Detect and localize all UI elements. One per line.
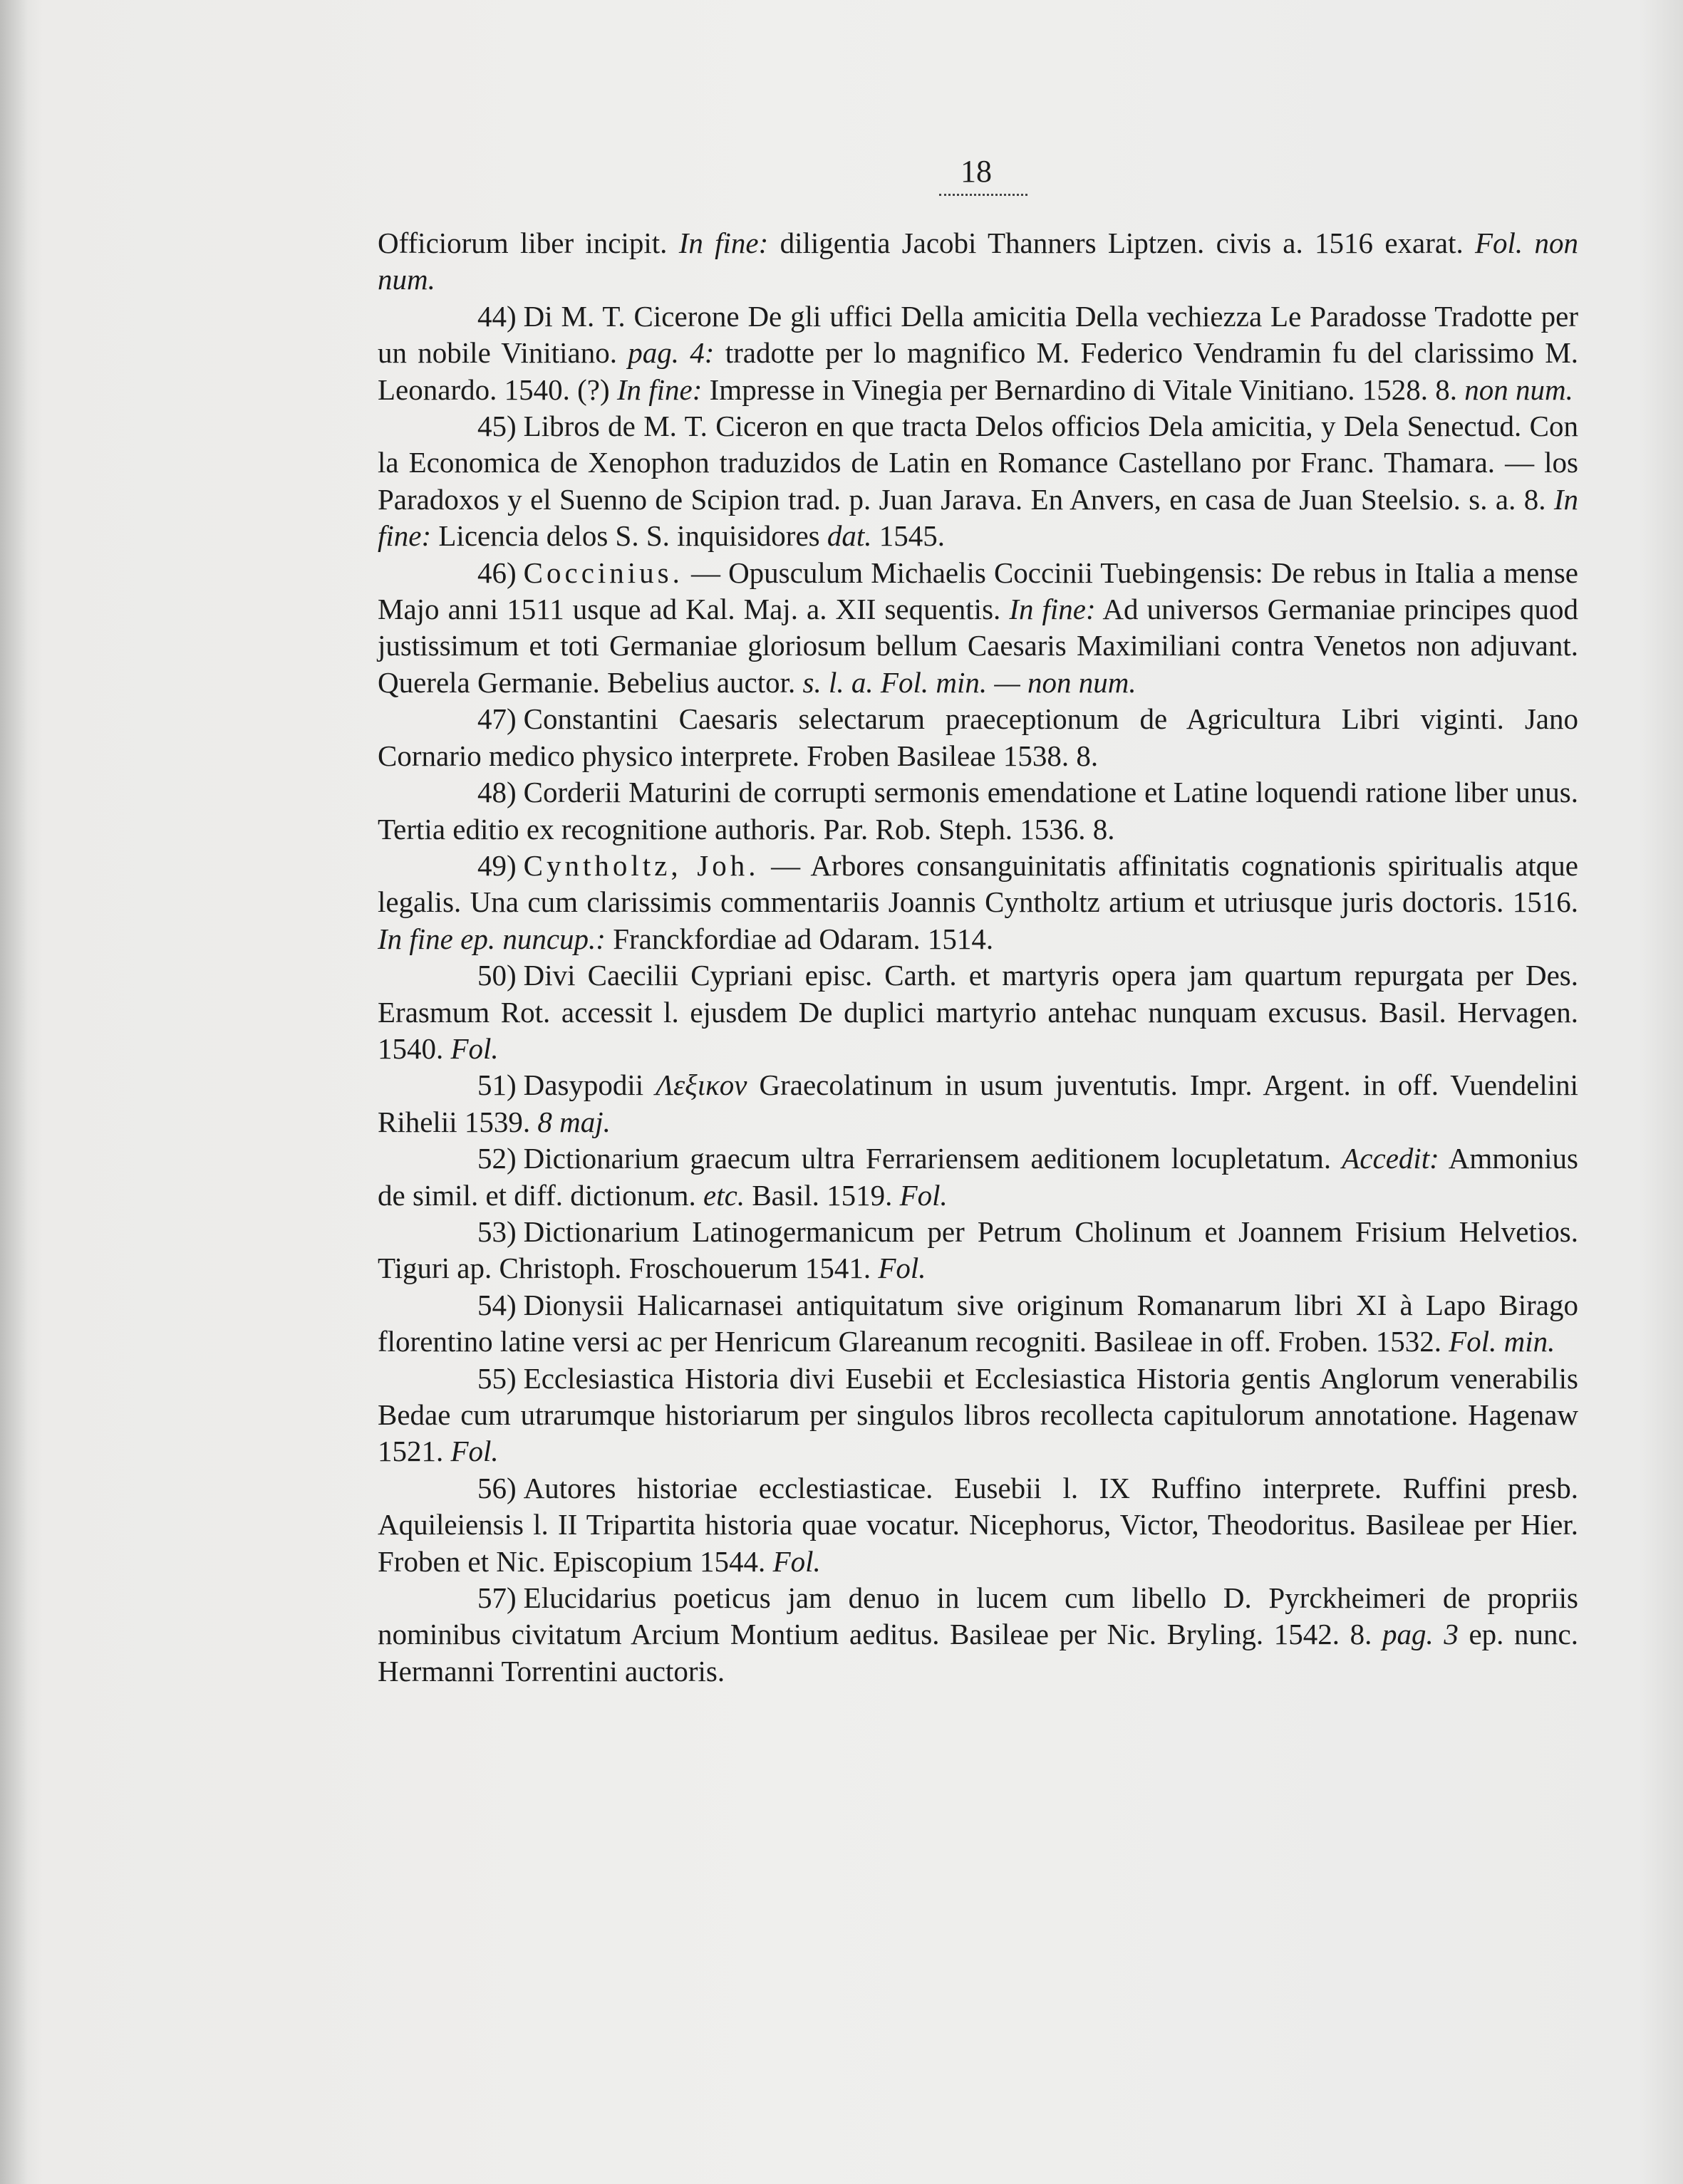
entry-text: Dionysii Halicarnasei antiquitatum sive originum Romanarum libri XI à Lapo Birago florentino latine versi ac per Henricum Glareanum recogniti. Basileae in off. Froben. 1532.: [378, 1288, 1578, 1358]
entry-text: Ammonius de simil. et diff. dictionum.: [378, 1142, 1578, 1212]
entry-number: 52): [477, 1142, 517, 1175]
entry-italic-text: non num.: [1464, 373, 1573, 406]
entry-italic-text: In fine:: [678, 227, 769, 259]
entry-italic-text: In fine:: [616, 373, 703, 406]
entry-text: — Opusculum Michaelis Coccinii Tuebingensis: De rebus in Italia a mense Majo anni 1511 usque ad Kal. Maj. a. XII sequentis.: [378, 556, 1578, 626]
entry-italic-text: s. l. a. Fol. min. — non num.: [802, 665, 1136, 699]
page-edge-shadow: [0, 0, 27, 2184]
entry-author-spaced: Cyntholtz, Joh.: [523, 848, 760, 882]
entry-text: Licencia delos S. S. inquisidores: [431, 519, 827, 553]
catalog-entry: [378, 1067, 1578, 1140]
entry-text: Constantini Caesaris selectarum praeceptionum de Agricultura Libri viginti. Jano Cornario medico physico interprete. Froben Basileae 1538. 8.: [378, 702, 1578, 772]
entry-italic-text: In fine:: [378, 482, 1578, 553]
entry-number: 48): [477, 776, 517, 809]
entry-text: Dasypodii: [523, 1068, 656, 1102]
entry-number: 55): [477, 1361, 517, 1395]
entry-italic-text: 8 maj.: [537, 1105, 611, 1138]
entry-italic-text: etc.: [703, 1178, 745, 1212]
entry-number: 54): [477, 1288, 517, 1321]
entry-text: Officiorum liber incipit.: [378, 227, 679, 259]
catalog-text-block: [378, 225, 1578, 1690]
entry-italic-text: In fine ep. nuncup.:: [378, 922, 606, 955]
entry-italic-text: Λεξικον: [656, 1068, 747, 1102]
entry-text: 1545.: [871, 519, 945, 553]
entry-text: Dictionarium Latinogermanicum per Petrum Cholinum et Joannem Frisium Helvetios. Tiguri ap. Christoph. Froschouerum 1541.: [378, 1215, 1578, 1285]
catalog-entry: [378, 957, 1578, 1067]
entry-number: 51): [477, 1068, 517, 1102]
catalog-entry: [378, 298, 1578, 408]
entry-number: 56): [477, 1471, 517, 1504]
entry-text: diligentia Jacobi Thanners Liptzen. civis a. 1516 exarat.: [768, 227, 1475, 259]
entry-text: Impresse in Vinegia per Bernardino di Vitale Vinitiano. 1528. 8.: [702, 373, 1465, 406]
entry-text: Dictionarium graecum ultra Ferrariensem aeditionem locupletatum.: [523, 1142, 1342, 1175]
entry-text: Di M. T. Cicerone De gli uffici Della amicitia Della vechiezza Le Paradosse Tradotte per un nobile Vinitiano.: [378, 299, 1578, 370]
entry-italic-text: Fol. min.: [1449, 1325, 1555, 1358]
catalog-entry: [378, 408, 1578, 555]
entry-italic-text: dat.: [827, 519, 872, 553]
catalog-entry: [378, 1470, 1578, 1580]
entry-number: 47): [477, 702, 517, 736]
entry-italic-text: Fol.: [450, 1031, 499, 1065]
entry-text: Autores historiae ecclestiasticae. Eusebii l. IX Ruffino interprete. Ruffini presb. Aquileiensis l. II Tripartita historia quae vocatur. Nicephorus, Victor, Theodoritus. Basileae per Hier. Froben et Nic. Episcopium 1544.: [378, 1471, 1578, 1578]
entry-italic-text: Fol.: [878, 1252, 926, 1285]
entry-text: Divi Caecilii Cypriani episc. Carth. et martyris opera jam quartum repurgata per Des. Erasmum Rot. accessit l. ejusdem De duplici martyrio antehac nunquam excusus. Basil. Hervagen. 1540.: [378, 959, 1578, 1065]
entry-text: ep. nunc. Hermanni Torrentini auctoris.: [378, 1618, 1578, 1688]
catalog-entry: [378, 1214, 1578, 1287]
entry-text: Graecolatinum in usum juventutis. Impr. Argent. in off. Vuendelini Rihelii 1539.: [378, 1068, 1578, 1138]
entry-text: — Arbores consanguinitatis affinitatis cognationis spiritualis atque legalis. Una cum clarissimis commentariis Joannis Cyntholtz artium et utriusque juris doctoris. 1516.: [378, 848, 1578, 919]
entry-text: Libros de M. T. Ciceron en que tracta Delos officios Dela amicitia, y Dela Senectud. Con la Economica de Xenophon traduzidos de Latin en Romance Castellano por Franc. Thamara. — los Paradoxos y el Suenno de Scipion trad. p. Juan Jarava. En Anvers, en casa de Juan Steelsio. s. a. 8.: [378, 410, 1578, 516]
entry-number: 50): [477, 959, 517, 992]
entry-text: tradotte per lo magnifico M. Federico Vendramin fu del clarissimo M. Leonardo. 1540. (?): [378, 336, 1578, 406]
entry-text: Ecclesiastica Historia divi Eusebii et Ecclesiastica Historia gentis Anglorum venerabilis Bedae cum utrarumque historiarum per singulos libros recollecta capitulorum annotatione. Hagenaw 1521.: [378, 1361, 1578, 1468]
catalog-entry: [378, 1580, 1578, 1690]
entry-italic-text: Fol. non num.: [378, 227, 1578, 296]
entry-italic-text: Fol.: [899, 1178, 948, 1212]
catalog-entry: [378, 1287, 1578, 1361]
catalog-entry: [378, 225, 1578, 298]
entry-text: Corderii Maturini de corrupti sermonis emendatione et Latine loquendi ratione liber unus. Tertia editio ex recognitione authoris. Par. Rob. Steph. 1536. 8.: [378, 776, 1578, 846]
entry-italic-text: pag. 3: [1382, 1618, 1459, 1651]
entry-italic-text: In fine:: [1009, 593, 1096, 626]
entry-number: 53): [477, 1215, 517, 1248]
entry-text: Ad universos Germaniae principes quod justissimum et toti Germaniae gloriosum bellum Caesaris Maximiliani contra Venetos non adjuvant. Querela Germanie. Bebelius auctor.: [378, 593, 1578, 699]
catalog-entry: [378, 774, 1578, 848]
entry-italic-text: pag. 4:: [628, 336, 715, 370]
page-number-rule: [939, 188, 1027, 196]
entry-number: 49): [477, 848, 517, 882]
entry-italic-text: Accedit:: [1342, 1142, 1439, 1175]
catalog-entry: [378, 1361, 1578, 1470]
entry-number: 45): [477, 410, 517, 443]
entry-number: 44): [477, 299, 517, 333]
page-number: 18: [960, 154, 992, 189]
entry-text: Elucidarius poeticus jam denuo in lucem cum libello D. Pyrckheimeri de propriis nominibus civitatum Arcium Montium aeditus. Basileae per Nic. Bryling. 1542. 8.: [378, 1581, 1578, 1651]
entry-number: 46): [477, 556, 517, 589]
entry-number: 57): [477, 1581, 517, 1615]
entry-text: Basil. 1519.: [745, 1178, 900, 1212]
entry-italic-text: Fol.: [450, 1435, 499, 1468]
catalog-entry: [378, 848, 1578, 957]
entry-text: Franckfordiae ad Odaram. 1514.: [605, 922, 994, 955]
catalog-entry: [378, 1140, 1578, 1214]
entry-italic-text: Fol.: [772, 1544, 821, 1578]
catalog-entry: [378, 555, 1578, 702]
entry-author-spaced: Coccinius.: [523, 556, 683, 589]
catalog-entry: [378, 701, 1578, 774]
